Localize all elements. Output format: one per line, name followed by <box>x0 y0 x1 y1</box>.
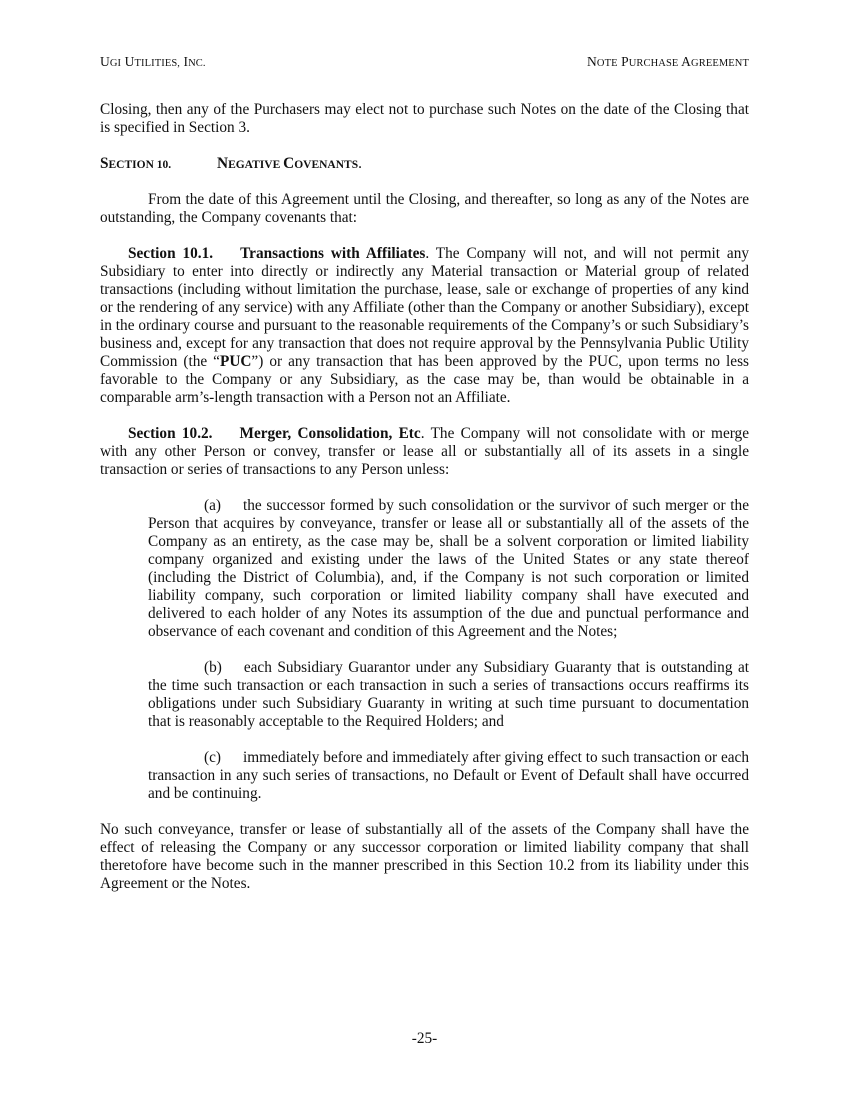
section-10-1-paragraph: Section 10.1. Transactions with Affiliates. The Company will not, and will not permit any Subsidiary to enter into directly or indirectly any Material transaction or Material group of related transactions (including without limitation the purchase, lease, sale or exchange of properties of any kind or the rendering of any service) with any Affiliate (other than the Company or another Subsidiary), except in the ordinary course and pursuant to the reasonable requirements of the Company’s or such Subsidiary’s business and, except for any transaction that does not require approval by the Pennsylvania Public Utility Commission (the “PUC”) or any transaction that has been approved by the PUC, upon terms no less favorable to the Company or any Subsidiary, as the case may be, than would be obtainable in a comparable arm’s-length transaction with a Person not an Affiliate. <box>100 245 749 406</box>
section-10-heading <box>100 155 749 173</box>
section-number: SECTION 10. <box>100 155 172 172</box>
section-title: NEGATIVE COVENANTS. <box>217 155 362 172</box>
continued-paragraph: Closing, then any of the Purchasers may elect not to purchase such Notes on the date of the Closing that is specified in Section 3. <box>100 101 749 136</box>
page-header <box>100 53 749 71</box>
section-10-1-label: Section 10.1. <box>128 245 214 262</box>
closing-paragraph: No such conveyance, transfer or lease of substantially all of the assets of the Company shall have the effect of releasing the Company or any successor corporation or limited liability company that shall theretofore have become such in the manner prescribed in this Section 10.2 from its liability under this Agreement or the Notes. <box>100 821 749 892</box>
clause-label: (b) <box>204 659 222 676</box>
section-10-2-label: Section 10.2. <box>128 425 213 442</box>
section-10-1-title: Transactions with Affiliates <box>240 245 426 262</box>
clause-c: (c) immediately before and immediately after giving effect to such transaction or each transaction in any such series of transactions, no Default or Event of Default shall have occurred and be continuing. <box>148 749 749 802</box>
clause-label: (a) <box>204 497 221 514</box>
section-10-2-title: Merger, Consolidation, Etc <box>239 425 421 442</box>
section-10-intro: From the date of this Agreement until the Closing, and thereafter, so long as any of the Notes are outstanding, the Company covenants that: <box>100 191 749 226</box>
clause-b: (b) each Subsidiary Guarantor under any Subsidiary Guaranty that is outstanding at the time such transaction or each transaction in such a series of transactions occurs reaffirms its obligations under such Subsidiary Guaranty in writing at such time pursuant to documentation that is reasonably acceptable to the Required Holders; and <box>148 659 749 730</box>
header-company-name: UGI UTILITIES, INC. <box>100 54 206 69</box>
document-body <box>100 101 749 893</box>
clause-label: (c) <box>204 749 221 766</box>
clause-a: (a) the successor formed by such consolidation or the survivor of such merger or the Person that acquires by conveyance, transfer or lease all or substantially all of the assets of the Company as an entirety, as the case may be, shall be a solvent corporation or limited liability company organized and existing under the laws of the United States or any state thereof (including the District of Columbia), and, if the Company is not such corporation or limited liability company, such corporation or limited liability company shall have executed and delivered to each holder of any Notes its assumption of the due and punctual performance and observance of each covenant and condition of this Agreement and the Notes; <box>148 497 749 640</box>
section-10-2-paragraph: Section 10.2. Merger, Consolidation, Etc. The Company will not consolidate with or merge with any other Person or convey, transfer or lease all or substantially all of its assets in a single transaction or series of transactions to any Person unless: <box>100 425 749 478</box>
page-number: -25- <box>411 1030 438 1047</box>
header-document-title: NOTE PURCHASE AGREEMENT <box>587 54 749 69</box>
defined-term-puc: PUC <box>219 353 252 370</box>
